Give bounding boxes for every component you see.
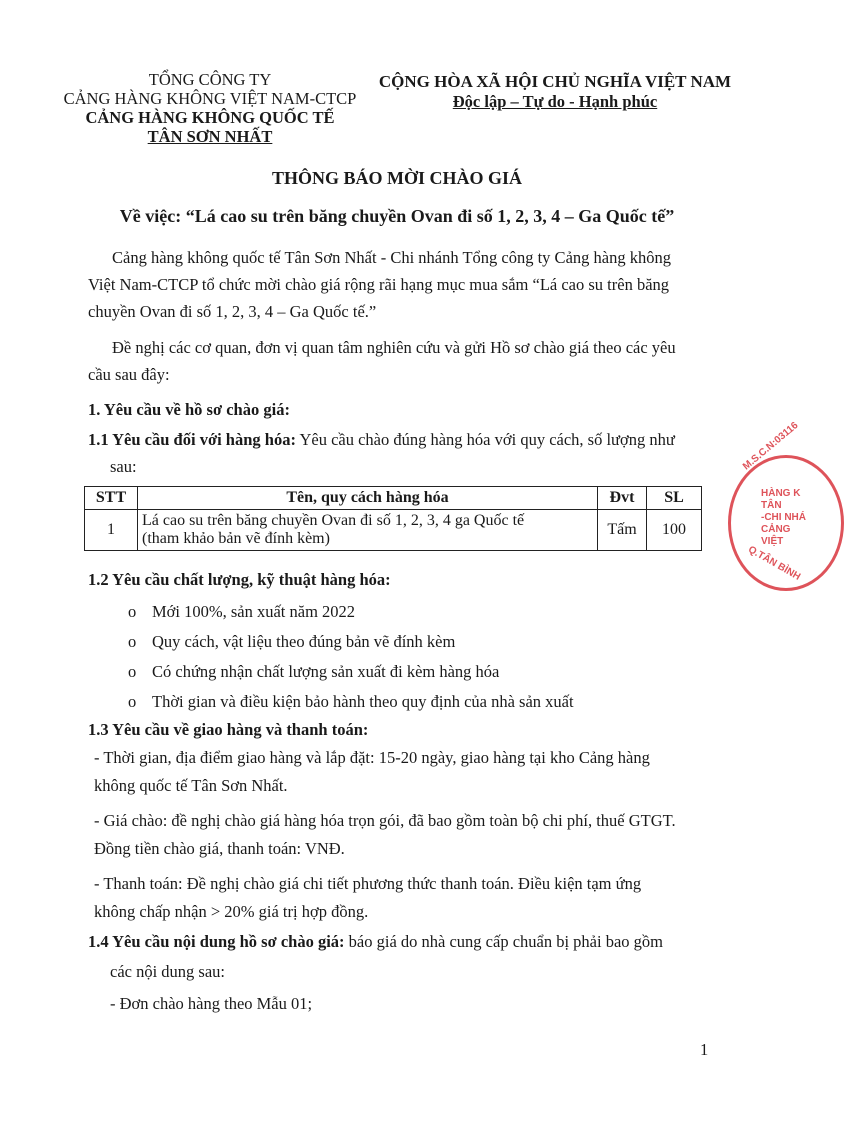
cell-stt: 1 xyxy=(85,510,138,551)
red-seal-stamp xyxy=(728,420,844,591)
section-1-2-heading: 1.2 Yêu cầu chất lượng, kỹ thuật hàng hóa: xyxy=(88,570,391,589)
payment-line-1: - Thanh toán: Đề nghị chào giá chi tiết phương thức thanh toán. Điều kiện tạm ứng xyxy=(94,874,642,893)
section-1-3-heading: 1.3 Yêu cầu về giao hàng và thanh toán: xyxy=(88,720,369,739)
intro-paragraph-1 xyxy=(88,244,708,325)
col-header-stt: STT xyxy=(85,487,138,510)
col-header-unit: Đvt xyxy=(598,487,647,510)
payment-line-2: không chấp nhận > 20% giá trị hợp đồng. xyxy=(94,902,369,921)
issuer-line-1: TỔNG CÔNG TY xyxy=(148,70,272,89)
stamp-ring-text: M.S.C.N:03116 xyxy=(741,420,801,473)
list-item: o Quy cách, vật liệu theo đúng bản vẽ đính kèm xyxy=(128,627,574,657)
intro-paragraph-2 xyxy=(88,334,708,388)
document-subject: Về việc: “Lá cao su trên băng chuyền Ovan đi số 1, 2, 3, 4 – Ga Quốc tế” xyxy=(119,206,675,226)
section-1-4-label: 1.4 Yêu cầu nội dung hồ sơ chào giá: xyxy=(88,932,345,951)
section-1-4 xyxy=(88,928,708,955)
national-motto: Độc lập – Tự do - Hạnh phúc xyxy=(452,92,658,111)
cell-name-line-1: Lá cao su trên băng chuyền Ovan đi số 1, 2, 3, 4 ga Quốc tế xyxy=(142,512,525,529)
issuer-line-4: TÂN SƠN NHẤT xyxy=(147,127,273,146)
delivery-terms xyxy=(94,744,710,926)
bullet-icon: o xyxy=(128,632,137,651)
quality-list xyxy=(128,597,574,717)
section-1-heading: 1. Yêu cầu về hồ sơ chào giá: xyxy=(88,400,290,419)
intro-p2-line-2: cầu sau đây: xyxy=(88,365,170,384)
table-row xyxy=(85,510,702,551)
bullet-icon: o xyxy=(128,602,137,621)
section-1-1-label: 1.1 Yêu cầu đối với hàng hóa: xyxy=(88,430,296,449)
document-title: THÔNG BÁO MỜI CHÀO GIÁ xyxy=(271,168,522,188)
cell-name xyxy=(138,510,598,551)
bullet-icon: o xyxy=(128,662,137,681)
section-1-1-text: Yêu cầu chào đúng hàng hóa với quy cách, số lượng như xyxy=(295,430,675,449)
issuer-line-3: CẢNG HÀNG KHÔNG QUỐC TẾ xyxy=(85,108,335,127)
intro-p1-line-1: Cảng hàng không quốc tế Tân Sơn Nhất - Chi nhánh Tổng công ty Cảng hàng không xyxy=(112,248,671,267)
stamp-inner-text: HÀNG K TÂN -CHI NHÁ CẢNG VIỆT xyxy=(761,488,806,547)
list-item: o Có chứng nhận chất lượng sản xuất đi kèm hàng hóa xyxy=(128,657,574,687)
national-header xyxy=(370,72,740,112)
cell-unit: Tấm xyxy=(598,510,647,551)
section-1-4-item-1: - Đơn chào hàng theo Mẫu 01; xyxy=(110,994,313,1013)
stamp-bottom-text: Q.TÂN BÌNH xyxy=(746,544,803,583)
col-header-qty: SL xyxy=(647,487,702,510)
col-header-name: Tên, quy cách hàng hóa xyxy=(138,487,598,510)
delivery-line-1: - Thời gian, địa điểm giao hàng và lắp đặt: 15-20 ngày, giao hàng tại kho Cảng hàng xyxy=(94,748,650,767)
section-1-1-cont: sau: xyxy=(110,457,137,476)
issuer-block xyxy=(40,70,380,146)
goods-table xyxy=(84,486,702,551)
nation-title: CỘNG HÒA XÃ HỘI CHỦ NGHĨA VIỆT NAM xyxy=(378,72,732,91)
section-1-1 xyxy=(88,426,708,453)
list-item: o Mới 100%, sản xuất năm 2022 xyxy=(128,597,574,627)
issuer-line-2: CẢNG HÀNG KHÔNG VIỆT NAM-CTCP xyxy=(63,89,357,108)
section-1-4-cont: các nội dung sau: xyxy=(110,962,226,981)
price-line-2: Đồng tiền chào giá, thanh toán: VNĐ. xyxy=(94,839,345,858)
section-1-4-text: báo giá do nhà cung cấp chuẩn bị phải bao gồm xyxy=(344,932,663,951)
cell-name-line-2: (tham khảo bản vẽ đính kèm) xyxy=(142,530,330,547)
intro-p1-line-3: chuyền Ovan đi số 1, 2, 3, 4 – Ga Quốc tế.” xyxy=(88,302,377,321)
price-line-1: - Giá chào: đề nghị chào giá hàng hóa trọn gói, đã bao gồm toàn bộ chi phí, thuế GTGT. xyxy=(94,811,676,830)
delivery-line-2: không quốc tế Tân Sơn Nhất. xyxy=(94,776,288,795)
bullet-icon: o xyxy=(128,692,137,711)
table-header-row xyxy=(85,487,702,510)
intro-p1-line-2: Việt Nam-CTCP tổ chức mời chào giá rộng rãi hạng mục mua sắm “Lá cao su trên băng xyxy=(88,275,670,294)
page-number: 1 xyxy=(700,1040,709,1059)
intro-p2-line-1: Đề nghị các cơ quan, đơn vị quan tâm nghiên cứu và gửi Hồ sơ chào giá theo các yêu xyxy=(112,338,676,357)
cell-qty: 100 xyxy=(647,510,702,551)
list-item: o Thời gian và điều kiện bảo hành theo quy định của nhà sản xuất xyxy=(128,687,574,717)
